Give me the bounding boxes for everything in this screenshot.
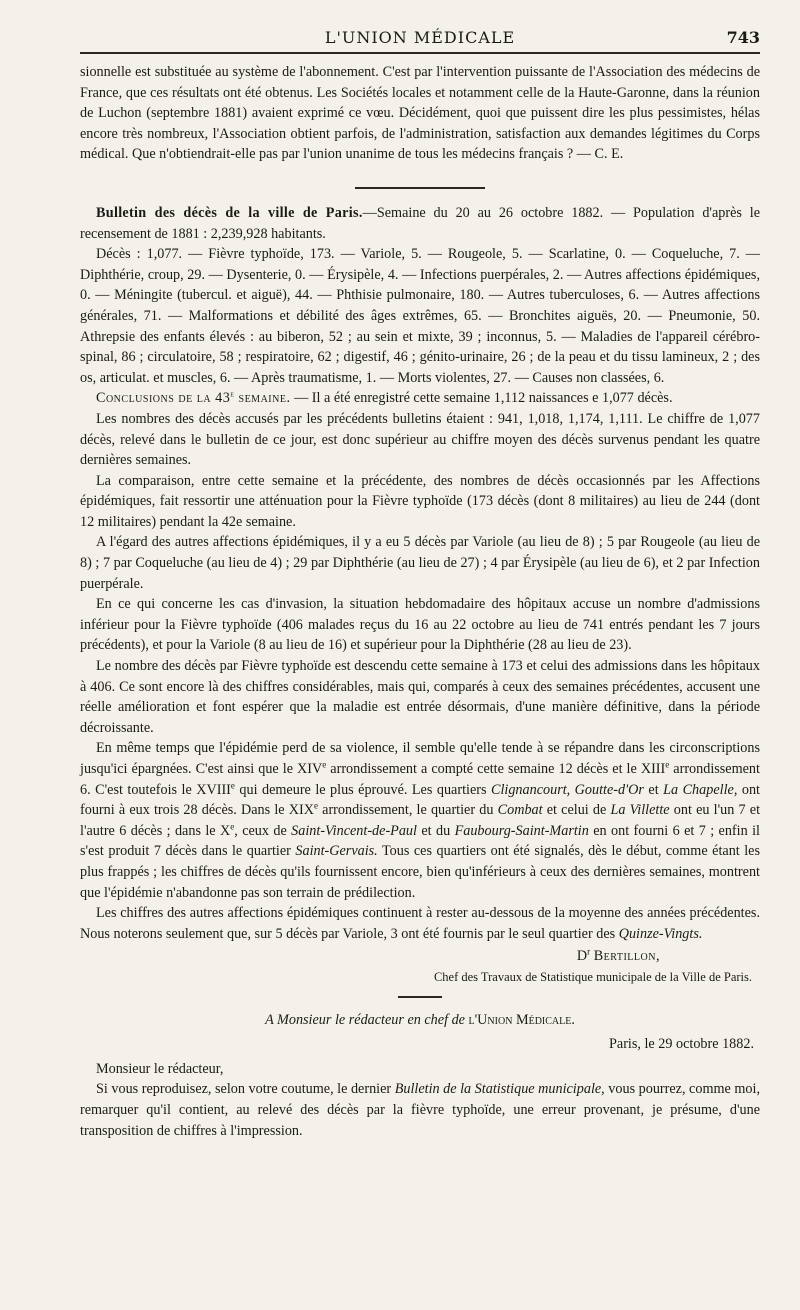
paragraph-epidemic-spread: En même temps que l'épidémie perd de sa violence, il semble qu'elle tende à se répandre dans les circonscriptions jusqu'ici épargnées. C'est ainsi que le XIVe arrondissement a compté cette semaine 12 décès et le XIIIe arrondissement 6. C'est toutefois le XVIIIe qui demeure le plus éprouvé. Les quartiers Clignancourt, Goutte-d'Or et La Chapelle, ont fourni à eux trois 28 décès. Dans le XIXe arrondissement, le quartier du Combat et celui de La Villette ont eu l'un 7 et l'autre 6 décès ; dans le Xe, ceux de Saint-Vincent-de-Paul et du Faubourg-Saint-Martin en ont fourni 6 et 7 ; enfin il s'est produit 7 décès dans le quartier Saint-Gervais. Tous ces quartiers ont été signalés, dès le début, comme étant les plus frappés ; les chiffres de décès qu'ils fournissent encore, bien qu'inférieurs à ceux des dernières semaines, montrent que l'épidémie n'abandonne pas son terrain de prédilection.: [80, 740, 761, 901]
journal-title: L'UNION MÉDICALE: [324, 28, 516, 47]
paragraph-comparison: La comparaison, entre cette semaine et la précédente, des nombres de décès occasionnés par les Affections épidémiques, fait ressortir une atténuation pour la Fièvre typhoïde (173 décès (dont 8 militaires) au lieu de 244 (dont 12 militaires) pendant la 42e semaine.: [80, 472, 760, 530]
running-head: [80, 22, 760, 54]
quartier-name: La Chapelle: [663, 781, 734, 798]
continuation-paragraph: sionnelle est substituée au système de l'abonnement. C'est par l'intervention puissante de l'Association des médecins de France, que ces résultats ont été obtenus. Les Sociétés locales et notamment celle de la Haute-Garonne, dans la réunion de Luchon (septembre 1881) avaient exprimé ce vœu. Décidément, quoi que puissent dire les plus pessimistes, hélas encore très nombreux, l'Association obtient parfois, de l'administration, satisfaction aux demandes légitimes du Corps médical. Que n'obtiendrait-elle pas par l'union unanime de tous les médecins français ? — C. E.: [80, 64, 760, 163]
letter-divider: [398, 996, 442, 998]
bulletin-intro-paragraph: [80, 203, 760, 244]
article-body: [80, 62, 760, 1141]
page-number: 743: [726, 28, 760, 47]
signature-name: $D^r$ Bertillon,: [576, 946, 660, 965]
letter-heading: A Monsieur le rédacteur en chef de l'Union Médicale.: [265, 1011, 575, 1028]
paragraph-previous-bulletins: Les nombres des décès accusés par les précédents bulletins étaient : 941, 1,018, 1,174, 1,111. Le chiffre de 1,077 décès, relevé dans le bulletin de ce jour, est donc supérieur au chiffre moyen des décès survenus pendant les quatre dernières semaines.: [80, 410, 760, 469]
quartier-name: Saint-Gervais.: [295, 843, 378, 860]
quartier-name: Quinze-Vingts.: [618, 925, 703, 942]
quartier-name: Combat: [497, 802, 543, 819]
quartier-name: Saint-Vincent-de-Paul: [291, 822, 417, 839]
paragraph-other-affections: Les chiffres des autres affections épidémiques continuent à rester au-dessous de la moyenne des années précédentes. Nous noterons seulement que, sur 5 décès par Variole, 3 ont été fournis par le seul quartier des Quinze-Vingts.: [80, 905, 760, 942]
letter-date: Paris, le 29 octobre 1882.: [609, 1036, 754, 1053]
deaths-summary: Décès : 1,077. — Fièvre typhoïde, 173. — Variole, 5. — Rougeole, 5. — Scarlatine, 0. — Coqueluche, 7. — Diphthérie, croup, 29. — Dysenterie, 0. — Érysipèle, 4. — Infections puerpérales, 2. — Autres affections épidémiques, 0. — Méningite (tubercul. et aiguë), 44. — Phthisie pulmonaire, 180. — Autres tuberculoses, 6. — Autres affections générales, 71. — Malformations et débilité des âges extrêmes, 65. — Bronchites aiguës, 20. — Pneumonie, 50. Athrepsie des enfants élevés : au biberon, 52 ; au sein et mixte, 39 ; inconnus, 5. — Maladies de l'appareil cérébro-spinal, 86 ; circulatoire, 58 ; respiratoire, 62 ; digestif, 46 ; génito-urinaire, 26 ; de la peau et du tissu lamineux, 2 ; des os, articulat. et muscles, 6. — Après traumatisme, 1. — Morts violentes, 27. — Causes non classées, 6.: [80, 246, 760, 386]
letter-body: Si vous reproduisez, selon votre coutume, le dernier Bulletin de la Statistique municipale, vous pourrez, comme moi, remarquer qu'il contient, au relevé des décès par la fièvre typhoïde, une erreur provenant, je présume, d'une transposition de chiffres à l'impression.: [80, 1081, 760, 1139]
paragraph-hospital-admissions: En ce qui concerne les cas d'invasion, la situation hebdomadaire des hôpitaux accuse un nombre d'admissions inférieur pour la Fièvre typhoïde (406 malades reçus du 16 au 22 octobre au lieu de 741 entrés pendant les 7 jours précédents), et pour la Variole (8 au lieu de 16) et supérieur pour la Diphthérie (28 au lieu de 23).: [80, 596, 760, 654]
signature-block: [80, 946, 760, 987]
bulletin-title: Bulletin des décès de la ville de Paris.: [96, 204, 363, 221]
letter-salutation: Monsieur le rédacteur,: [96, 1060, 224, 1077]
quartier-name: Clignancourt, Goutte-d'Or: [490, 781, 644, 798]
section-divider: [355, 187, 485, 189]
quartier-name: Faubourg-Saint-Martin: [454, 822, 589, 839]
quartier-name: La Villette: [610, 802, 670, 819]
signature-role: Chef des Travaux de Statistique municipale de la Ville de Paris.: [433, 969, 752, 984]
bulletin-intro: —Semaine du 20 au 26 octobre 1882. — Population d'après le recensement de 1881 : 2,239,928 habitants.: [80, 204, 761, 242]
bulletin-reference: Bulletin de la Statistique municipale,: [394, 1081, 605, 1098]
paragraph-other-epidemics: A l'égard des autres affections épidémiques, il y a eu 5 décès par Variole (au lieu de 8) ; 5 par Rougeole (au lieu de 8) ; 7 par Coqueluche (au lieu de 4) ; 29 par Diphthérie (au lieu de 27) ; 4 par Érysipèle (au lieu de 6), et 2 par Infection puerpérale.: [80, 534, 760, 592]
conclusions-text: — Il a été enregistré cette semaine 1,112 naissances e 1,077 décès.: [290, 390, 673, 407]
conclusions-label: Conclusions de la 43e semaine.: [96, 388, 291, 407]
conclusions-paragraph: [80, 388, 760, 409]
paragraph-typhoid-trend: Le nombre des décès par Fièvre typhoïde est descendu cette semaine à 173 et celui des admissions dans les hôpitaux à 406. Ce sont encore là des chiffres considérables, mais qui, comparés à ceux des semaines précédentes, accusent une réelle amélioration et font espérer que la maladie est entrée désormais, d'une manière définitive, dans la période décroissante.: [80, 658, 760, 736]
